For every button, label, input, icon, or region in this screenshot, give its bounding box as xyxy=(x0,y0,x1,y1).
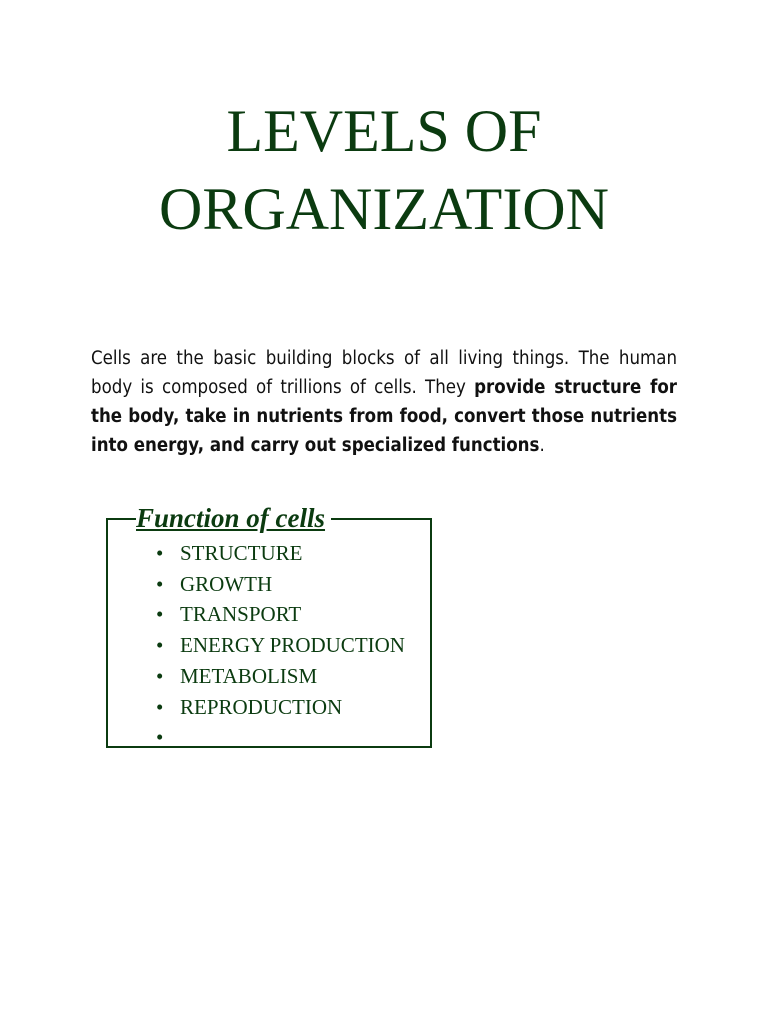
bullet-icon: • xyxy=(156,725,164,750)
function-of-cells-heading: Function of cells xyxy=(136,500,331,536)
list-item-label: TRANSPORT xyxy=(180,602,302,627)
list-item-label: ENERGY PRODUCTION xyxy=(180,633,405,658)
list-item-label: GROWTH xyxy=(180,571,273,596)
list-item xyxy=(156,692,405,723)
function-of-cells-list xyxy=(156,538,405,750)
list-item xyxy=(156,569,405,600)
list-item-label: STRUCTURE xyxy=(180,541,303,565)
bullet-icon: • xyxy=(156,602,164,627)
list-item xyxy=(156,661,405,692)
bullet-icon: • xyxy=(156,633,164,658)
list-item xyxy=(156,599,405,630)
intro-end-text: . xyxy=(539,435,545,456)
bullet-icon: • xyxy=(156,663,164,688)
intro-plain-text: Cells are the basic building blocks of all living things. The human body is composed of trillions of cells. They xyxy=(91,348,677,398)
list-item-label: REPRODUCTION xyxy=(180,694,343,719)
list-item-label: METABOLISM xyxy=(180,663,318,688)
bullet-icon: • xyxy=(156,571,164,596)
bullet-icon: • xyxy=(156,694,164,719)
list-item xyxy=(156,630,405,661)
title-line-2: ORGANIZATION xyxy=(159,176,609,242)
intro-bold-text: provide structure for the body, take in nutrients from food, convert those nutrients into energy, and carry out specialized functions xyxy=(91,377,677,456)
intro-paragraph xyxy=(91,344,677,460)
bullet-icon: • xyxy=(156,541,164,565)
page-title xyxy=(0,92,768,248)
list-item xyxy=(156,538,405,569)
title-line-1: LEVELS OF xyxy=(226,98,542,164)
